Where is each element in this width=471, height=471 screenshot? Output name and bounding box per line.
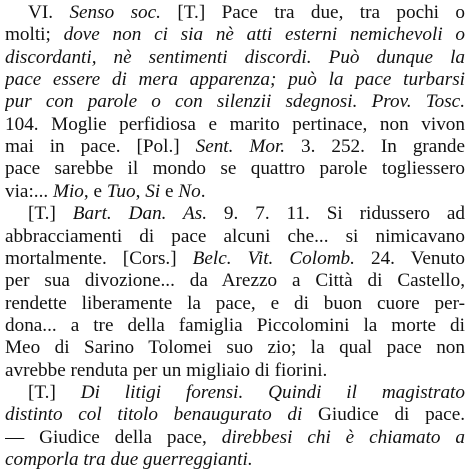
italic-text: discordanti, nè sentimenti discordi. Può dunque la: [5, 46, 465, 68]
text-run: 24. Venuto: [354, 247, 465, 269]
text-run: ,: [135, 180, 146, 202]
text-run: abbracciamenti di pace alcuni che... si nimicavano: [5, 225, 465, 247]
text-run: 9. 7. 11. Si ridussero ad: [207, 203, 465, 225]
text-run: molti;: [5, 24, 64, 46]
italic-text: pur con parole o con silenzii sdegnosi. Prov. Tosc.: [5, 91, 465, 113]
text-run: .: [200, 180, 206, 202]
text-line: [28, 382, 465, 404]
text-run: , e: [83, 180, 107, 202]
text-run: avrebbe renduta per un migliaio di fiorini.: [5, 359, 328, 381]
text-line: [5, 270, 465, 292]
text-run: [T.]: [28, 381, 81, 403]
text-run: — Giudice della pace,: [5, 426, 222, 448]
text-line: [5, 293, 465, 315]
text-run: VI.: [28, 2, 70, 23]
italic-text: Belc. Vit. Colomb.: [192, 247, 355, 269]
text-line: [28, 2, 465, 24]
italic-text: dove non ci sia nè atti esterni nemichevoli o: [63, 24, 465, 46]
italic-text: direbbesi chi è chiamato a: [221, 426, 465, 448]
text-run: Giudice di pace.: [302, 404, 465, 426]
text-line: [5, 158, 465, 180]
text-run: mai in pace. [Pol.]: [5, 136, 196, 158]
text-line: [28, 203, 465, 225]
text-line: [5, 226, 465, 248]
text-line: [5, 69, 465, 91]
italic-text: Mio: [52, 180, 84, 202]
text-run: Meo di Sarino Tolomei suo zio; la qual pace non: [5, 337, 465, 359]
italic-text: pace essere di mera apparenza; può la pace turbarsi: [5, 69, 465, 91]
text-line: [5, 427, 465, 449]
italic-text: Di litigi forensi. Quindi il magistrato: [80, 381, 465, 403]
italic-text: distinto col titolo benaugurato di: [5, 404, 303, 426]
text-run: dona... a tre della famiglia Piccolomini la morte di: [5, 314, 465, 336]
text-run: mortalmente. [Cors.]: [5, 247, 193, 269]
italic-text: Bart. Dan. As.: [72, 203, 208, 225]
text-line: [5, 136, 465, 158]
text-line: [5, 91, 465, 113]
text-run: via:...: [5, 180, 53, 202]
text-run: rendette liberamente la pace, e di buon cuore per-: [5, 292, 465, 314]
text-run: [T.] Pace tra due, tra pochi o: [160, 2, 465, 23]
text-line: [5, 47, 465, 69]
italic-text: Senso soc.: [69, 2, 161, 23]
text-line: [5, 449, 465, 471]
text-line: [5, 337, 465, 359]
text-run: 3. 252. In grande: [285, 136, 465, 158]
text-line: [5, 248, 465, 270]
text-line: [5, 24, 465, 46]
text-run: pace sarebbe il mondo se quattro parole togliessero: [5, 158, 465, 180]
text-line: [5, 404, 465, 426]
italic-text: No: [178, 180, 201, 202]
text-line: [5, 360, 465, 382]
text-run: [T.]: [28, 203, 73, 225]
text-line: [5, 114, 465, 136]
text-line: [5, 181, 465, 203]
text-run: e: [160, 180, 179, 202]
italic-text: comporla tra due guerreggianti.: [5, 449, 253, 470]
text-line: [5, 315, 465, 337]
italic-text: Si: [145, 180, 161, 202]
italic-text: Tuo: [106, 180, 136, 202]
text-run: per sua divozione... da Arezzo a Città di Castello,: [5, 270, 465, 292]
italic-text: Sent. Mor.: [195, 136, 286, 158]
text-run: 104. Moglie perfidiosa e marito pertinace, non vivon: [5, 113, 465, 135]
